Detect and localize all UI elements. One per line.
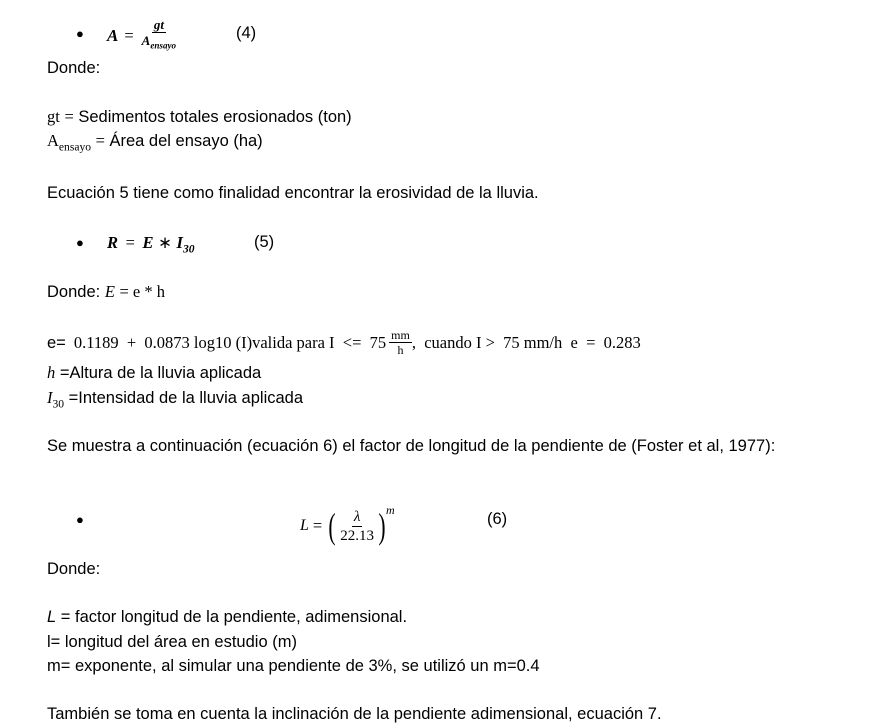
eq4-number: (4) <box>236 24 257 42</box>
equation-5: R = E ∗ $I_{30}$ <box>107 233 195 256</box>
eq6-number: (6) <box>487 510 508 528</box>
eq6-fraction: $\frac{\lambda}{22.13}$ <box>340 508 374 544</box>
def-h: h =Altura de la lluvia aplicada <box>47 363 262 382</box>
equation-4 <box>107 18 178 54</box>
e-eq-rest: , cuando I > 75 mm/h e = 0.283 <box>411 333 641 352</box>
eq4-numerator: gt <box>153 17 164 33</box>
e-eq-label: e= <box>47 334 66 352</box>
eq6-equals: = <box>312 516 323 535</box>
eq6-left-paren: ( <box>328 506 336 546</box>
donde-label-1: Donde: <box>47 59 101 77</box>
paragraph-ecuacion-5: Ecuación 5 tiene como finalidad encontrar la erosividad de la lluvia. <box>47 184 539 202</box>
eq6-exponent: m <box>385 503 395 517</box>
e-eq-expression: 0.1189 + 0.0873 log10 (I)valida para I <= 75 <box>73 333 387 352</box>
eq5-number: (5) <box>254 233 275 251</box>
e-equation <box>47 326 641 360</box>
equation-6 <box>300 500 395 552</box>
eq6-lhs: L <box>300 517 309 534</box>
def-L: L = factor longitud de la pendiente, adimensional. <box>47 608 408 626</box>
bullet-eq4: ● <box>76 26 84 41</box>
bullet-eq5: ● <box>76 235 84 250</box>
def-l: l= longitud del área en estudio (m) <box>47 633 297 651</box>
donde-label-3: Donde: <box>47 560 101 578</box>
paragraph-ecuacion-7: También se toma en cuenta la inclinación de la pendiente adimensional, ecuación 7. <box>47 705 662 723</box>
eq4-denominator: $A_{ensayo}$ <box>141 33 177 51</box>
bullet-eq6: ● <box>76 512 84 527</box>
def-m: m= exponente, al simular una pendiente de 3%, se utilizó un m=0.4 <box>47 657 540 675</box>
eq4-lhs: A <box>107 26 119 45</box>
def-i30: $I_{30}$ =Intensidad de la lluvia aplicada <box>47 388 304 411</box>
def-gt: gt = Sedimentos totales erosionados (ton) <box>47 107 352 126</box>
def-aensayo: $A_{ensayo}$ = Área del ensayo (ha) <box>47 131 263 154</box>
paragraph-ecuacion-6: Se muestra a continuación (ecuación 6) el factor de longitud de la pendiente de (Foster et al, 1977): <box>47 437 776 455</box>
donde-label-2: Donde: E = e * h <box>47 282 166 301</box>
eq4-fraction <box>140 18 178 54</box>
e-eq-fraction: $\frac{mm}{h}$ <box>391 328 410 357</box>
eq4-equals: = <box>124 26 134 45</box>
eq6-right-paren: ) <box>378 506 386 546</box>
